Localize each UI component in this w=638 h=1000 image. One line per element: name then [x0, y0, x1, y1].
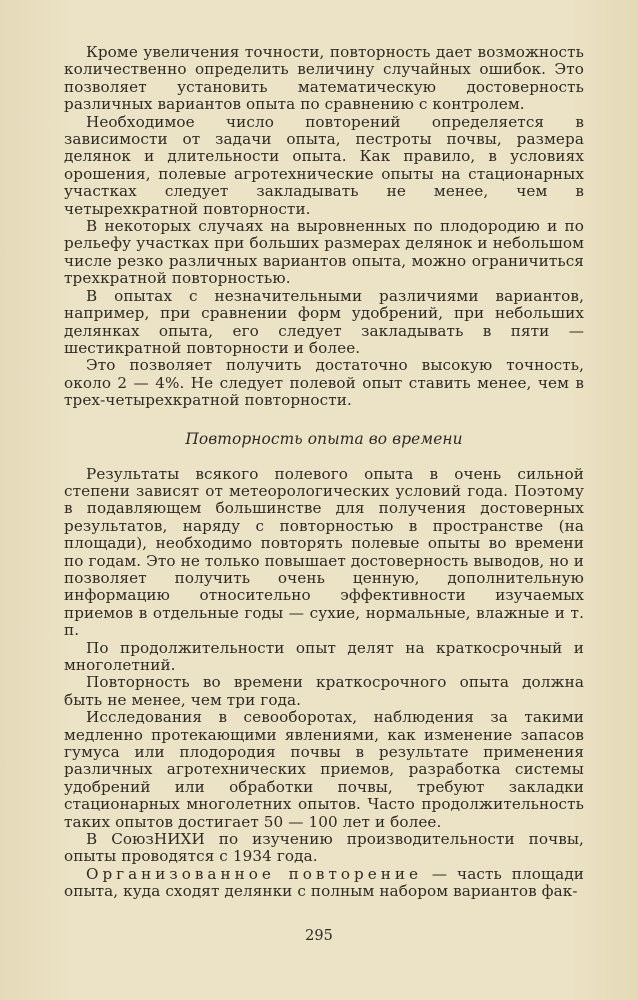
page-text: [64, 44, 584, 901]
paragraph: Кроме увеличения точности, повторность дает возможность количественно определить величину случайных ошибок. Это позволяет установить математическую достоверность различных вариантов опыта по сравнению с контролем.: [64, 43, 584, 114]
paragraph: Результаты всякого полевого опыта в очень сильной степени зависят от метеорологических условий года. Поэтому в подавляющем большинстве для получения достоверных результатов, наряду с повторностью в пространстве (на площади), необходимо повторять полевые опыты во времени по годам. Это не только повышает достоверность выводов, но и позволяет получить очень ценную, дополнительную информацию относительно эффективности изучаемых приемов в отдельные годы — сухие, нормальные, влажные и т. п.: [64, 464, 584, 640]
page-number: 295: [305, 928, 333, 944]
paragraph: По продолжительности опыт делят на краткосрочный и многолетний.: [64, 638, 584, 674]
paragraph: Исследования в севооборотах, наблюдения за такими медленно протекающими явлениями, как изменение запасов гумуса или плодородия почвы в результате применения различных агротехнических приемов, разработка системы удобрений или обработки почвы, требуют закладки стационарных многолетних опытов. Часто продолжительность таких опытов достигает 50 — 100 лет и более.: [64, 708, 584, 831]
paragraph: В СоюзНИХИ по изучению производительности почвы, опыты проводятся с 1934 года.: [64, 830, 584, 866]
paragraph: Необходимое число повторений определяется в зависимости от задачи опыта, пестроты почвы, размера делянок и длительности опыта. Как правило, в условиях орошения, полевые агротехнические опыты на стационарных участках следует закладывать не менее, чем в четырехкратной повторности.: [64, 112, 584, 218]
spaced-term: Организованное повторение: [86, 864, 422, 883]
paragraph-last: [64, 866, 584, 901]
paragraph-continuation: — часть площади опыта, куда сходят делянки с полным набором вариантов фак-: [64, 864, 584, 901]
paragraph: Повторность во времени краткосрочного опыта должна быть не менее, чем три года.: [64, 673, 584, 709]
paragraph: В опытах с незначительными различиями вариантов, например, при сравнении форм удобрений, при небольших делянках опыта, его следует закладывать в пяти — шестикратной повторности и более.: [64, 286, 584, 357]
paragraph: В некоторых случаях на выровненных по плодородию и по рельефу участках при больших размерах делянок и небольшом числе резко различных вариантов опыта, можно ограничиться трехкратной повторностью.: [64, 217, 584, 288]
section-heading: Повторность опыта во времени: [185, 429, 463, 448]
paragraph: Это позволяет получить достаточно высокую точность, около 2 — 4%. Не следует полевой опыт ставить менее, чем в трех-четырехкратной повторности.: [64, 356, 584, 410]
